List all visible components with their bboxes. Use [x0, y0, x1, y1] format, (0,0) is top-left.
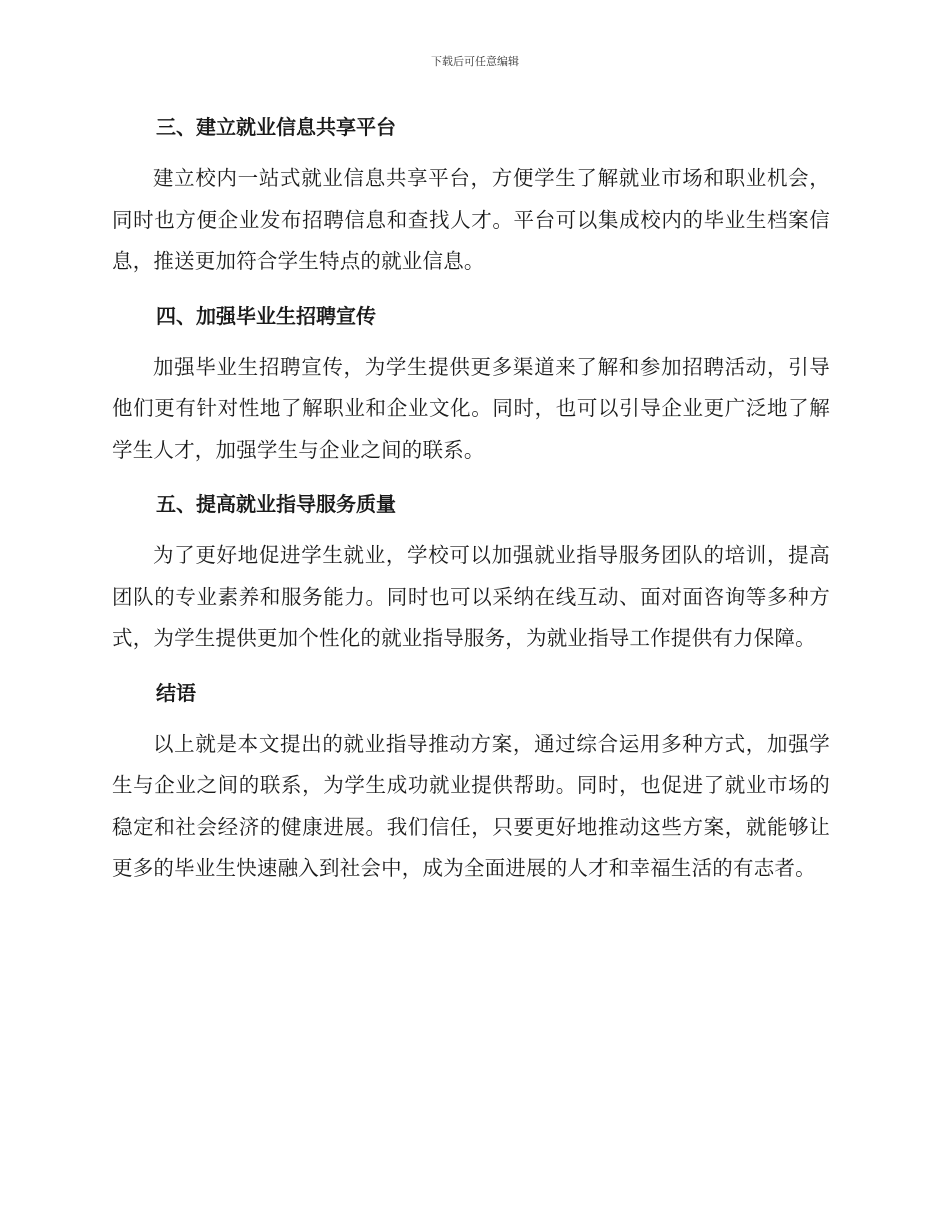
document-body — [112, 106, 830, 902]
section-paragraph-recruitment-promotion: 加强毕业生招聘宣传，为学生提供更多渠道来了解和参加招聘活动，引导他们更有针对性地了解职业和企业文化。同时，也可以引导企业更广泛地了解学生人才，加强学生与企业之间的联系。 — [112, 354, 830, 462]
section-heading-recruitment-promotion: 四、加强毕业生招聘宣传 — [156, 303, 376, 328]
page-header-note: 下载后可任意编辑 — [431, 55, 519, 68]
section-paragraph-service-quality: 为了更好地促进学生就业，学校可以加强就业指导服务团队的培训，提高团队的专业素养和服务能力。同时也可以采纳在线互动、面对面咨询等多种方式，为学生提供更加个性化的就业指导服务，为就业指导工作提供有力保障。 — [112, 543, 830, 650]
section-heading-conclusion: 结语 — [156, 680, 196, 705]
section-paragraph-info-platform: 建立校内一站式就业信息共享平台，方便学生了解就业市场和职业机会，同时也方便企业发布招聘信息和查找人才。平台可以集成校内的毕业生档案信息，推送更加符合学生特点的就业信息。 — [112, 166, 830, 273]
section-paragraph-conclusion: 以上就是本文提出的就业指导推动方案，通过综合运用多种方式，加强学生与企业之间的联系，为学生成功就业提供帮助。同时，也促进了就业市场的稳定和社会经济的健康进展。我们信任，只要更好地推动这些方案，就能够让更多的毕业生快速融入到社会中，成为全面进展的人才和幸福生活的有志者。 — [112, 731, 830, 880]
section-heading-info-platform: 三、建立就业信息共享平台 — [156, 115, 396, 139]
section-heading-service-quality: 五、提高就业指导服务质量 — [156, 492, 396, 516]
